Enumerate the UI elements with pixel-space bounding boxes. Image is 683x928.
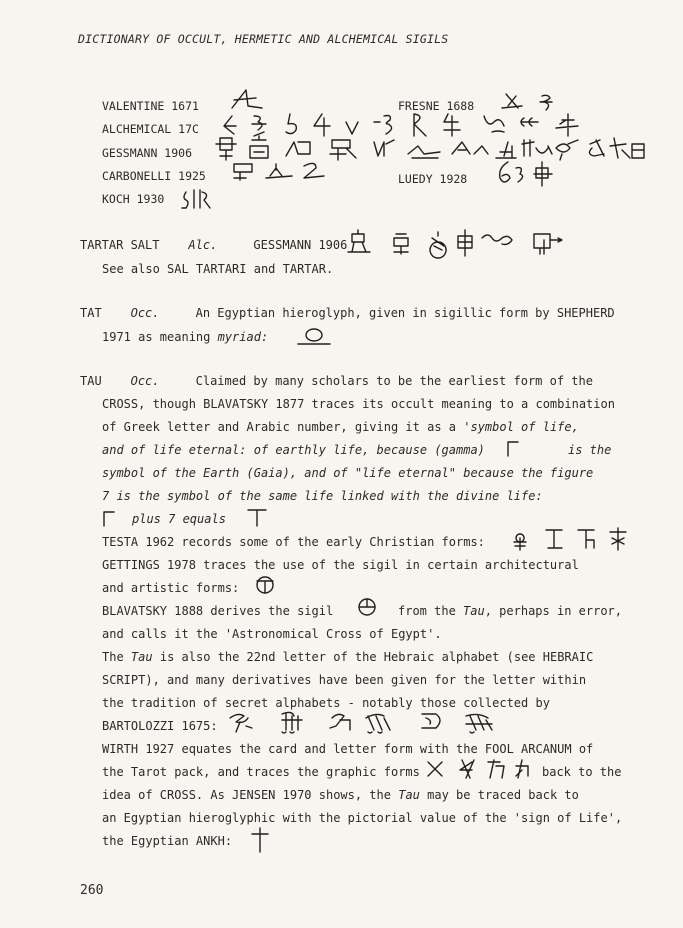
source-alchemical: ALCHEMICAL 17C xyxy=(102,122,199,136)
tau-line: symbol of the Earth (Gaia), and of "life eternal" because the figure xyxy=(102,466,594,480)
tau-line: The Tau is also the 22nd letter of the Hebraic alphabet (see HEBRAIC xyxy=(102,650,594,664)
entry-tartar-salt xyxy=(80,238,347,252)
entry-source: GESSMANN 1906 xyxy=(253,238,348,252)
gettings-form-sigil xyxy=(254,574,276,596)
running-header: DICTIONARY OF OCCULT, HERMETIC AND ALCHEMICAL SIGILS xyxy=(78,32,449,46)
tau-line: back to the xyxy=(542,765,622,779)
carbonelli-sigils xyxy=(230,158,340,184)
tau-line: and artistic forms: xyxy=(102,581,240,595)
fresne-sigils xyxy=(500,90,570,112)
tartar-salt-sigils xyxy=(346,228,576,258)
tau-line: an Egyptian hieroglyphic with the pictorial value of the 'sign of Life', xyxy=(102,811,623,825)
tau-line: is the xyxy=(568,443,612,457)
wirth-graphic-forms xyxy=(424,756,534,782)
tau-line: idea of CROSS. As JENSEN 1970 shows, the Tau may be traced back to xyxy=(102,788,579,802)
entry-term: TAT xyxy=(80,306,102,320)
entry-tag: Alc. xyxy=(188,238,218,252)
tau-line: the Egyptian ANKH: xyxy=(102,834,233,848)
gamma-glyph xyxy=(504,438,524,458)
source-koch: KOCH 1930 xyxy=(102,192,165,206)
entry-term: TAU xyxy=(80,374,102,388)
tau-cross-glyph xyxy=(246,506,270,528)
entry-tau: TAU Occ. Claimed by many scholars to be the earliest form of the xyxy=(80,374,593,388)
entry-tag: Occ. xyxy=(130,374,160,388)
tat-line2: 1971 as meaning myriad: xyxy=(102,330,269,344)
tau-line: plus 7 equals xyxy=(132,512,226,526)
tau-line: of Greek letter and Arabic number, giving it as a 'symbol of life, xyxy=(102,420,579,434)
myriad-sigil xyxy=(296,326,332,348)
tau-line: the Tarot pack, and traces the graphic forms xyxy=(102,765,420,779)
tau-line: and of life eternal: of earthly life, because (gamma) xyxy=(102,443,485,457)
entry-tag: Occ. xyxy=(130,306,160,320)
gamma-glyph xyxy=(100,508,118,528)
tau-line: 7 is the symbol of the same life linked with the divine life: xyxy=(102,489,543,503)
luedy-sigils xyxy=(496,158,556,188)
koch-sigil xyxy=(180,186,216,212)
source-gessmann: GESSMANN 1906 xyxy=(102,146,193,160)
source-carbonelli: CARBONELLI 1925 xyxy=(102,169,206,183)
tau-line: from the Tau, perhaps in error, xyxy=(398,604,622,618)
tau-line: BLAVATSKY 1888 derives the sigil xyxy=(102,604,334,618)
bartolozzi-alphabet-sigils xyxy=(226,708,526,736)
source-luedy: LUEDY 1928 xyxy=(398,172,468,186)
source-fresne: FRESNE 1688 xyxy=(398,99,475,113)
source-valentine: VALENTINE 1671 xyxy=(102,99,199,113)
testa-christian-forms xyxy=(512,526,642,552)
entry-tat: TAT Occ. An Egyptian hieroglyph, given in sigillic form by SHEPHERD xyxy=(80,306,615,320)
tau-line: BARTOLOZZI 1675: xyxy=(102,719,218,733)
entry-term: TARTAR SALT xyxy=(80,238,160,252)
tau-line: GETTINGS 1978 traces the use of the sigil in certain architectural xyxy=(102,558,579,572)
tau-line: CROSS, though BLAVATSKY 1877 traces its occult meaning to a combination xyxy=(102,397,615,411)
page-number: 260 xyxy=(80,883,104,898)
tau-line: TESTA 1962 records some of the early Christian forms: xyxy=(102,535,485,549)
see-also-tartar: See also SAL TARTARI and TARTAR. xyxy=(102,262,334,276)
tau-line: the tradition of secret alphabets - notably those collected by xyxy=(102,696,550,710)
tau-line: and calls it the 'Astronomical Cross of Egypt'. xyxy=(102,627,442,641)
tau-line: WIRTH 1927 equates the card and letter form with the FOOL ARCANUM of xyxy=(102,742,594,756)
tau-line: SCRIPT), and many derivatives have been given for the letter within xyxy=(102,673,587,687)
ankh-sigil xyxy=(248,826,272,854)
astronomical-cross-sigil xyxy=(356,596,378,618)
